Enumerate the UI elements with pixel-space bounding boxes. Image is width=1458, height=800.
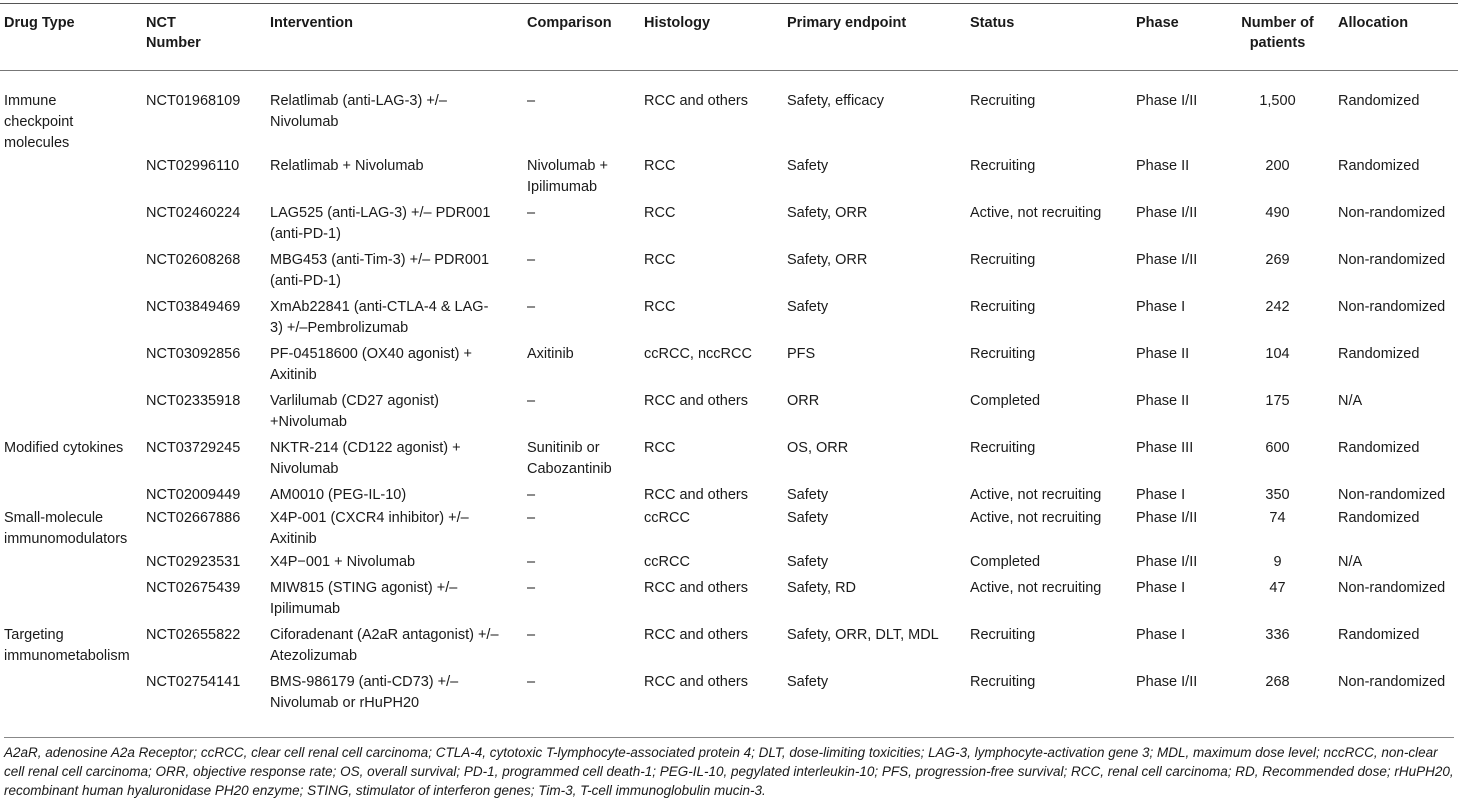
column-header-primary-endpoint: Primary endpoint (783, 4, 966, 71)
drug-type-cell (0, 250, 142, 297)
phase-cell: Phase I/II (1136, 252, 1198, 268)
number-of-patients-cell: 200 (1265, 158, 1290, 174)
primary-endpoint-cell: Safety (787, 510, 829, 526)
status-cell: Recruiting (970, 158, 1036, 174)
number-of-patients-cell: 175 (1265, 393, 1290, 409)
histology-cell: ccRCC, nccRCC (644, 346, 752, 362)
number-of-patients-cell: 600 (1265, 440, 1290, 456)
intervention-cell: MBG453 (anti-Tim-3) +/– PDR001 (anti-PD-1) (270, 252, 490, 289)
allocation-cell: N/A (1338, 554, 1363, 570)
nct-number-cell: NCT02923531 (146, 554, 241, 570)
primary-endpoint-cell: Safety (787, 554, 829, 570)
drug-type-cell (0, 203, 142, 250)
comparison-cell: Axitinib (527, 346, 574, 362)
primary-endpoint-cell: PFS (787, 346, 816, 362)
primary-endpoint-cell: OS, ORR (787, 440, 849, 456)
table-row (0, 391, 1458, 438)
number-of-patients-cell: 490 (1265, 205, 1290, 221)
primary-endpoint-cell: ORR (787, 393, 820, 409)
allocation-cell: Randomized (1338, 346, 1420, 362)
histology-cell: ccRCC (644, 554, 690, 570)
table-row (0, 156, 1458, 203)
table-row (0, 71, 1458, 157)
intervention-cell: XmAb22841 (anti-CTLA-4 & LAG-3) +/–Pembrolizumab (270, 299, 489, 336)
table-row (0, 485, 1458, 508)
nct-number-cell: NCT02655822 (146, 627, 241, 643)
status-cell: Active, not recruiting (970, 510, 1102, 526)
status-cell: Active, not recruiting (970, 205, 1102, 221)
status-cell: Active, not recruiting (970, 487, 1102, 503)
allocation-cell: Non-randomized (1338, 674, 1446, 690)
column-header-intervention: Intervention (266, 4, 523, 71)
histology-cell: RCC and others (644, 487, 748, 503)
intervention-cell: Ciforadenant (A2aR antagonist) +/– Atezolizumab (270, 627, 499, 664)
number-of-patients-cell: 47 (1269, 580, 1286, 596)
histology-cell: RCC (644, 252, 676, 268)
intervention-cell: Relatlimab (anti-LAG-3) +/– Nivolumab (270, 93, 447, 130)
table-body (0, 71, 1458, 720)
allocation-cell: Randomized (1338, 627, 1420, 643)
table-row (0, 578, 1458, 625)
table-row (0, 250, 1458, 297)
phase-cell: Phase I/II (1136, 93, 1198, 109)
histology-cell: RCC and others (644, 580, 748, 596)
column-header-drug-type: Drug Type (0, 4, 142, 71)
primary-endpoint-cell: Safety, ORR (787, 205, 868, 221)
phase-cell: Phase I (1136, 627, 1186, 643)
number-of-patients-cell: 9 (1273, 554, 1282, 570)
drug-type-cell (0, 297, 142, 344)
column-header-status: Status (966, 4, 1132, 71)
drug-type-cell: Targeting immunometabolism (4, 627, 130, 664)
table-row (0, 438, 1458, 485)
table-row (0, 672, 1458, 719)
allocation-cell: Randomized (1338, 158, 1420, 174)
nct-number-cell: NCT02460224 (146, 205, 241, 221)
comparison-cell: – (527, 627, 536, 643)
table-row (0, 625, 1458, 672)
table-row (0, 203, 1458, 250)
comparison-cell: – (527, 93, 536, 109)
allocation-cell: Non-randomized (1338, 205, 1446, 221)
phase-cell: Phase I (1136, 299, 1186, 315)
table-row (0, 552, 1458, 578)
column-header-comparison: Comparison (523, 4, 640, 71)
drug-type-cell: Modified cytokines (4, 440, 124, 456)
allocation-cell: Non-randomized (1338, 580, 1446, 596)
intervention-cell: Relatlimab + Nivolumab (270, 158, 424, 174)
intervention-cell: MIW815 (STING agonist) +/– Ipilimumab (270, 580, 458, 617)
drug-type-cell (0, 156, 142, 203)
column-header-allocation: Allocation (1334, 4, 1458, 71)
nct-number-cell: NCT02675439 (146, 580, 241, 596)
phase-cell: Phase II (1136, 346, 1190, 362)
comparison-cell: – (527, 299, 536, 315)
nct-number-cell: NCT02335918 (146, 393, 241, 409)
drug-type-cell (0, 391, 142, 438)
phase-cell: Phase I/II (1136, 205, 1198, 221)
phase-cell: Phase I/II (1136, 510, 1198, 526)
status-cell: Completed (970, 554, 1041, 570)
phase-cell: Phase I (1136, 487, 1186, 503)
nct-number-cell: NCT02009449 (146, 487, 241, 503)
allocation-cell: N/A (1338, 393, 1363, 409)
intervention-cell: X4P-001 (CXCR4 inhibitor) +/– Axitinib (270, 510, 469, 547)
drug-type-cell (0, 578, 142, 625)
intervention-cell: Varlilumab (CD27 agonist) +Nivolumab (270, 393, 439, 430)
primary-endpoint-cell: Safety (787, 299, 829, 315)
comparison-cell: – (527, 487, 536, 503)
allocation-cell: Non-randomized (1338, 252, 1446, 268)
nct-number-cell: NCT03849469 (146, 299, 241, 315)
phase-cell: Phase II (1136, 158, 1190, 174)
header-row (0, 4, 1458, 71)
intervention-cell: LAG525 (anti-LAG-3) +/– PDR001 (anti-PD-1) (270, 205, 491, 242)
nct-number-cell: NCT03092856 (146, 346, 241, 362)
primary-endpoint-cell: Safety, ORR (787, 252, 868, 268)
phase-cell: Phase III (1136, 440, 1194, 456)
phase-cell: Phase II (1136, 393, 1190, 409)
histology-cell: RCC (644, 440, 676, 456)
primary-endpoint-cell: Safety (787, 158, 829, 174)
number-of-patients-cell: 104 (1265, 346, 1290, 362)
primary-endpoint-cell: Safety (787, 674, 829, 690)
phase-cell: Phase I (1136, 580, 1186, 596)
drug-type-cell (0, 672, 142, 719)
intervention-cell: NKTR-214 (CD122 agonist) + Nivolumab (270, 440, 461, 477)
histology-cell: RCC and others (644, 627, 748, 643)
histology-cell: RCC and others (644, 674, 748, 690)
primary-endpoint-cell: Safety (787, 487, 829, 503)
status-cell: Active, not recruiting (970, 580, 1102, 596)
column-header-histology: Histology (640, 4, 783, 71)
primary-endpoint-cell: Safety, RD (787, 580, 857, 596)
column-header-phase: Phase (1132, 4, 1221, 71)
number-of-patients-cell: 268 (1265, 674, 1290, 690)
drug-type-cell: Immune checkpoint molecules (4, 93, 74, 151)
comparison-cell: – (527, 580, 536, 596)
comparison-cell: Sunitinib or Cabozantinib (527, 440, 612, 477)
comparison-cell: – (527, 393, 536, 409)
clinical-trials-table (0, 3, 1458, 719)
allocation-cell: Non-randomized (1338, 487, 1446, 503)
table-row (0, 344, 1458, 391)
nct-number-cell: NCT02754141 (146, 674, 241, 690)
intervention-cell: X4P−001 + Nivolumab (270, 554, 416, 570)
table-row (0, 297, 1458, 344)
phase-cell: Phase I/II (1136, 554, 1198, 570)
allocation-cell: Non-randomized (1338, 299, 1446, 315)
allocation-cell: Randomized (1338, 510, 1420, 526)
status-cell: Recruiting (970, 346, 1036, 362)
nct-number-cell: NCT03729245 (146, 440, 241, 456)
phase-cell: Phase I/II (1136, 674, 1198, 690)
drug-type-cell (0, 344, 142, 391)
allocation-cell: Randomized (1338, 440, 1420, 456)
number-of-patients-cell: 74 (1269, 510, 1286, 526)
comparison-cell: – (527, 252, 536, 268)
column-header-number-of-patients: Number of patients (1221, 4, 1334, 71)
histology-cell: RCC (644, 158, 676, 174)
histology-cell: ccRCC (644, 510, 690, 526)
number-of-patients-cell: 269 (1265, 252, 1290, 268)
drug-type-cell: Small-molecule immunomodulators (4, 510, 128, 547)
number-of-patients-cell: 336 (1265, 627, 1290, 643)
primary-endpoint-cell: Safety, ORR, DLT, MDL (787, 627, 939, 643)
allocation-cell: Randomized (1338, 93, 1420, 109)
comparison-cell: – (527, 674, 536, 690)
status-cell: Recruiting (970, 627, 1036, 643)
status-cell: Recruiting (970, 93, 1036, 109)
number-of-patients-cell: 1,500 (1259, 93, 1296, 109)
comparison-cell: – (527, 554, 536, 570)
intervention-cell: BMS-986179 (anti-CD73) +/– Nivolumab or rHuPH20 (270, 674, 459, 711)
column-header-nct-number: NCT Number (142, 4, 266, 71)
primary-endpoint-cell: Safety, efficacy (787, 93, 884, 109)
histology-cell: RCC and others (644, 393, 748, 409)
histology-cell: RCC and others (644, 93, 748, 109)
histology-cell: RCC (644, 299, 676, 315)
drug-type-cell (0, 552, 142, 578)
comparison-cell: – (527, 510, 536, 526)
status-cell: Completed (970, 393, 1041, 409)
nct-number-cell: NCT02996110 (146, 158, 240, 174)
number-of-patients-cell: 242 (1265, 299, 1290, 315)
intervention-cell: PF-04518600 (OX40 agonist) + Axitinib (270, 346, 472, 383)
number-of-patients-cell: 350 (1265, 487, 1290, 503)
histology-cell: RCC (644, 205, 676, 221)
nct-number-cell: NCT02667886 (146, 510, 241, 526)
status-cell: Recruiting (970, 440, 1036, 456)
nct-number-cell: NCT01968109 (146, 93, 241, 109)
table-footnote: A2aR, adenosine A2a Receptor; ccRCC, clear cell renal cell carcinoma; CTLA-4, cytotoxic T-lymphocyte-associated protein 4; DLT, dose-limiting toxicities; LAG-3, lymphocyte-activation gene 3; MDL, maximum dose level; nccRCC, non-clear cell renal cell carcinoma; ORR, objective response rate; OS, overall survival; PD-1, programmed cell death-1; PEG-IL-10, pegylated interleukin-10; PFS, progression-free survival; RCC, renal cell carcinoma; RD, Recommended dose; rHuPH20, recombinant human hyaluronidase PH20 enzyme; STING, stimulator of interferon genes; Tim-3, T-cell immunoglobulin mucin-3. (4, 737, 1454, 800)
drug-type-cell (0, 485, 142, 508)
status-cell: Recruiting (970, 252, 1036, 268)
comparison-cell: Nivolumab + Ipilimumab (527, 158, 608, 195)
nct-number-cell: NCT02608268 (146, 252, 241, 268)
status-cell: Recruiting (970, 674, 1036, 690)
comparison-cell: – (527, 205, 536, 221)
table-row (0, 508, 1458, 552)
intervention-cell: AM0010 (PEG-IL-10) (270, 487, 407, 503)
status-cell: Recruiting (970, 299, 1036, 315)
